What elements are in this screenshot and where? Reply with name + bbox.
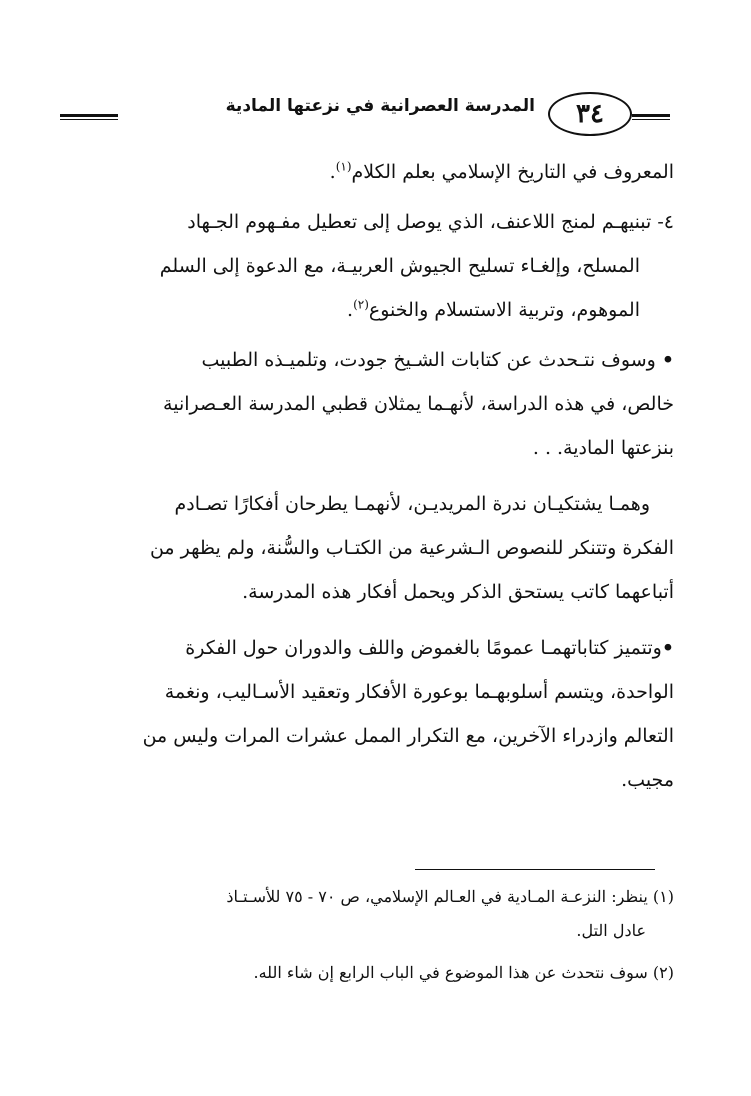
paragraph-1-text: المعروف في التاريخ الإسلامي بعلم الكلام	[351, 161, 674, 183]
list-item-4-line-3	[82, 288, 674, 332]
paragraph-3-line-3: أتباعهما كاتب يستحق الذكر ويحمل أفكار هذه المدرسة.	[242, 581, 674, 603]
page-number: ٣٤	[548, 92, 632, 136]
paragraph-3-line-1: وهمـا يشتكيـان ندرة المريديـن، لأنهمـا يطرحان أفكارًا تصـادم	[174, 493, 650, 515]
footnotes	[82, 880, 674, 990]
list-item-4-end: .	[347, 299, 354, 321]
paragraph-2-line-2: خالص، في هذه الدراسة، لأنهـما يمثلان قطبي المدرسة العـصرانية	[163, 393, 674, 415]
paragraph-2-line-1-text: وسوف نتـحدث عن كتابات الشـيخ جودت، وتلميـذه الطبيب	[201, 349, 656, 371]
footnote-2: (٢) سوف نتحدث عن هذا الموضوع في الباب الرابع إن شاء الله.	[253, 963, 674, 982]
list-item-4-line-2: المسلح، وإلغـاء تسليح الجيوش العربيـة، مع الدعوة إلى السلم	[159, 255, 640, 277]
header-rule-left	[60, 114, 118, 120]
paragraph-3-line-2: الفكرة وتتنكر للنصوص الـشرعية من الكتـاب والسُّنة، ولم يظهر من	[149, 537, 674, 559]
footnote-ref-1: (١)	[335, 159, 352, 174]
paragraph-2-line-1	[82, 338, 674, 382]
main-text	[82, 150, 674, 802]
footnote-ref-2: (٢)	[353, 297, 369, 312]
bullet-icon: •	[661, 349, 674, 371]
paragraph-4-line-2: الواحدة، ويتسم أسلوبهـما بوعورة الأفكار وتعقيد الأسـاليب، ونغمة	[164, 681, 674, 703]
paragraph-2-line-3: بنزعتها المادية. . .	[532, 437, 674, 459]
paragraph-4-line-4: مجيب.	[621, 769, 674, 791]
paragraph-4-line-3: التعالم وازدراء الآخرين، مع التكرار الممل عشرات المرات وليس من	[142, 725, 674, 747]
paragraph-1	[82, 150, 674, 194]
footnote-1-line-1: (١) ينظر: النزعـة المـادية في العـالم الإسلامي، ص ٧٠ - ٧٥ للأسـتـاذ	[226, 887, 674, 906]
list-item-4-line-1: ٤- تبنيهـم لمنج اللاعنف، الذي يوصل إلى تعطيل مفـهوم الجـهاد	[187, 211, 674, 233]
bullet-icon: •	[661, 637, 674, 659]
list-item-4-text: الموهوم، وتربية الاستسلام والخنوع	[368, 299, 640, 321]
footnote-1-line-2: عادل التل.	[576, 921, 646, 940]
paragraph-4-line-1-text: وتتميز كتاباتهمـا عمومًا بالغموض واللف والدوران حول الفكرة	[185, 637, 662, 659]
paragraph-1-end: .	[329, 161, 336, 183]
header-rule-right	[632, 114, 670, 120]
paragraph-4-line-1	[82, 626, 674, 670]
page-header	[60, 92, 670, 144]
footnote-separator	[415, 869, 655, 870]
running-title: المدرسة العصرانية في نزعتها المادية	[225, 96, 535, 116]
